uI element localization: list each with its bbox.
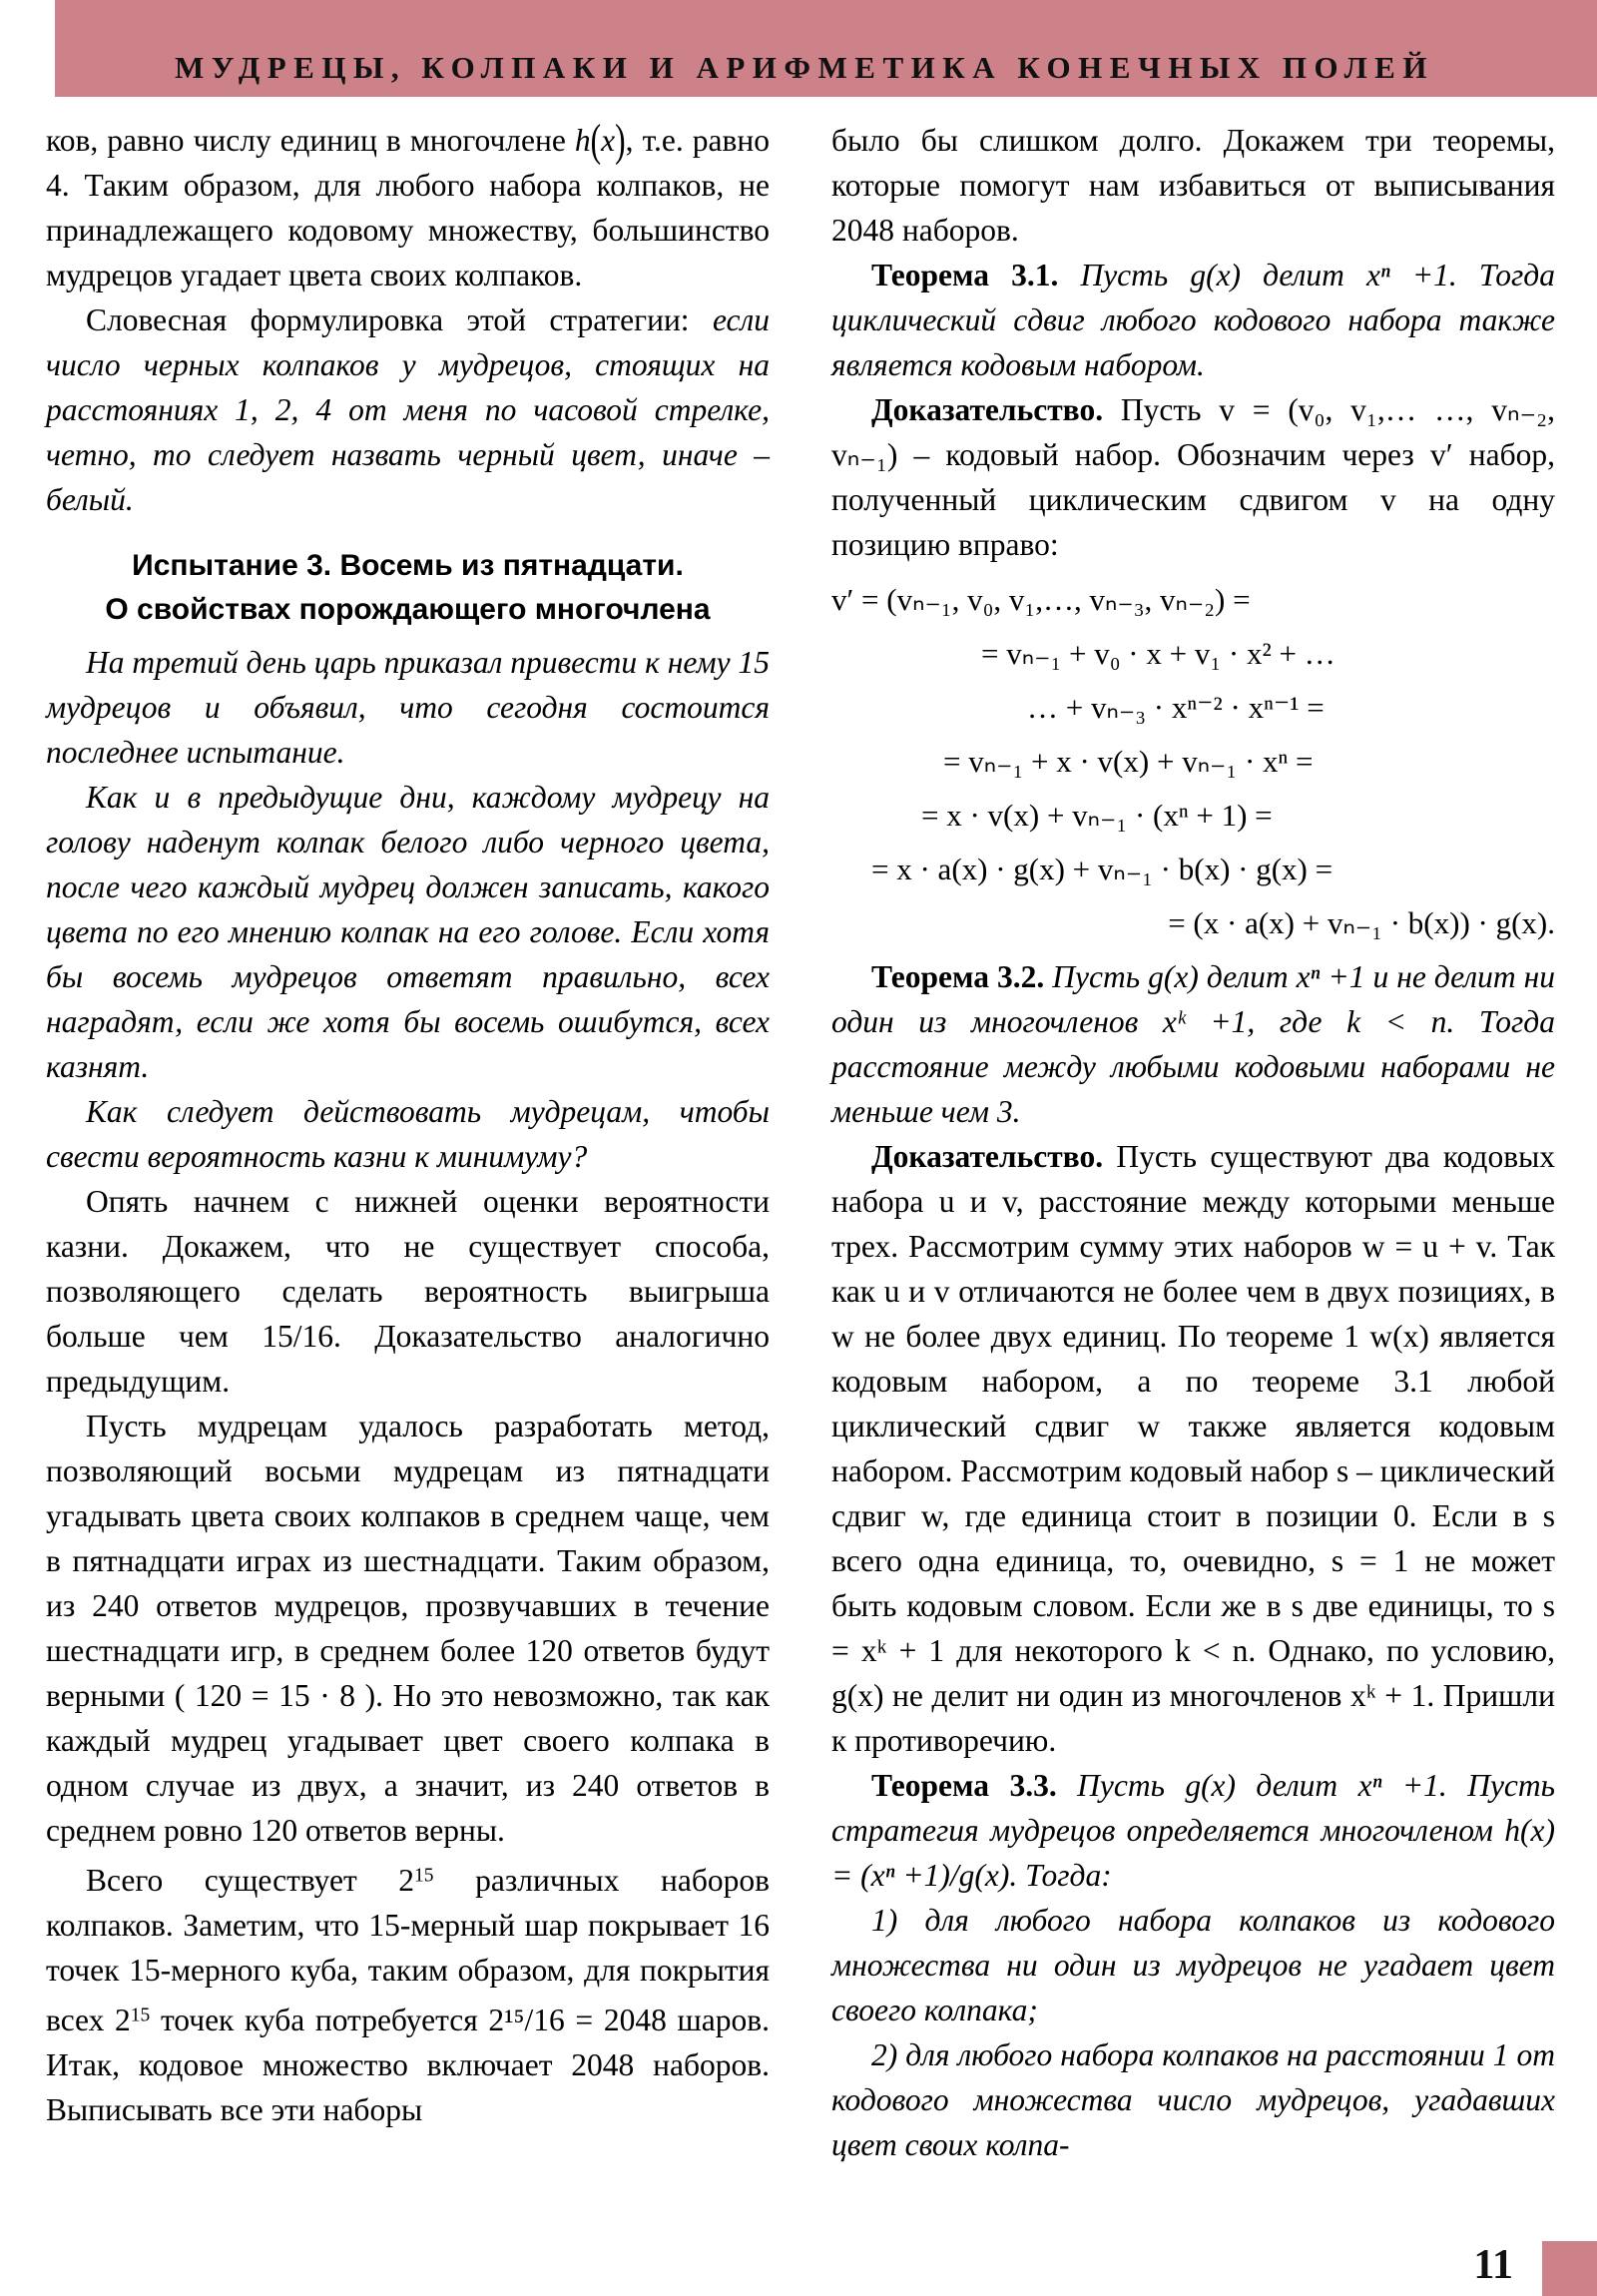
proof-3-2-label: Доказательство. [871,1139,1104,1174]
page-number: 11 [1473,2242,1513,2288]
section-heading-line-2: О свойствах порождающего многочлена [105,593,711,626]
answers-text-b: ). Но это невозможно, так как каждый мудрец угадывает цвет своего колпака в одном случае из двух, а значит, из 240 ответов в среднем ровно 120 ответов верны. [46,1678,770,1848]
sets-text-d: шаров. Итак, кодовое множество включает 2048 наборов. Выписывать все эти наборы [46,2002,770,2127]
equation-line-3: … + vₙ₋₃ · xⁿ⁻² · xⁿ⁻¹ = [1027,690,1325,725]
proof-3-1-label: Доказательство. [871,392,1104,427]
theorem-3-3-item-2: 2) для любого набора колпаков на расстоянии 1 от кодового множества число мудрецов, угадавших цвет своих колпа- [831,2037,1555,2162]
lower-bound-text-a: Опять начнем с нижней оценки вероятности казни. Докажем, что не существует способа, позволяющего сделать вероятность выигрыша больше чем [46,1184,770,1354]
section-heading-line-1: Испытание 3. Восемь из пятнадцати. [132,549,684,582]
sets-text-a: Всего существует [86,1862,399,1898]
lower-bound-text-b: . Доказательство аналогично предыдущим. [46,1319,770,1399]
inline-math-fraction-15-16: 15/16 [262,1319,333,1354]
sets-text-c: точек куба потребуется [150,2002,489,2037]
proof-3-1-text: Пусть v = (v₀, v₁,… …, vₙ₋₂, vₙ₋₁) – кодовый набор. Обозначим через v′ набор, полученный циклическим сдвигом v на одну позицию вправо: [831,392,1555,562]
inline-math-2-pow-15-second: $2^{15}$ [115,2002,151,2037]
sets-text-b: различных наборов колпаков. Заметим, что 15-мерный шар покрывает 16 точек 15-мерного куба, таким образом, для покрытия всех [46,1862,770,2037]
paragraph-proof-3-2 [831,1134,1555,1763]
two-column-body [46,115,1555,2167]
paragraph-story-rules: Как и в предыдущие дни, каждому мудрецу на голову наденут колпак белого либо черного цвета, после чего каждый мудрец должен записать, какого цвета по его мнению колпак на его голове. Если хотя бы восемь мудрецов ответят правильно, всех наградят, если же хотя бы восемь ошибутся, всех казнят. [46,780,770,1084]
strategy-roman-lead: Словесная формулировка этой стратегии: [86,302,713,337]
running-head-band [55,0,1597,97]
paragraph-2048-sets [46,1853,770,2132]
theorem-3-3-label: Теорема 3.3. [871,1768,1057,1803]
theorem-3-1-label: Теорема 3.1. [871,258,1059,292]
left-column [46,115,771,2167]
equation-line-1: v′ = (vₙ₋₁, v₀, v₁,…, vₙ₋₃, vₙ₋₂) = [831,582,1251,617]
paragraph-lower-bound [46,1179,770,1404]
equation-line-4: = vₙ₋₁ + x · v(x) + vₙ₋₁ · xⁿ = [943,744,1314,779]
strategy-italic-body: если число черных колпаков у мудрецов, стоящих на расстояниях 1, 2, 4 от меня по часовой стрелке, четно, то следует назвать черный цвет, иначе – белый. [46,302,770,517]
equation-line-7: = (x · a(x) + vₙ₋₁ · b(x)) · g(x). [1168,905,1555,940]
paragraph-theorem-3-1 [831,253,1555,387]
answers-text-a: Пусть мудрецам удалось разработать метод, позволяющий восьми мудрецам из пятнадцати угадывать цвета своих колпаков в среднем чаще, чем в пятнадцати играх из шестнадцати. Таким образом, из 240 ответов мудрецов, прозвучавших в течение шестнадцати игр, в среднем более 120 ответов будут верными ( [46,1409,770,1713]
inline-math-120-eq-15x8: 120 = 15 · 8 [194,1678,356,1713]
paragraph-proof-3-1 [831,387,1555,567]
inline-math-h-of-x: h(x) [574,115,626,166]
right-column [831,118,1555,2167]
paragraph-strategy-wording [46,297,770,522]
paragraph-theorem-3-2 [831,954,1555,1134]
theorem-3-2-statement: Пусть g(x) делит xⁿ +1 и не делит ни один из многочленов xᵏ +1, где k < n. Тогда расстояние между любыми кодовыми наборами не меньше чем 3. [831,959,1555,1129]
paragraph-240-answers [46,1404,770,1853]
proof-3-2-text: Пусть существуют два кодовых набора u и v, расстояние между которыми меньше трех. Рассмотрим сумму этих наборов w = u + v. Так как u и v отличаются не более чем в двух позициях, в w не более двух единиц. По теореме 1 w(x) является кодовым набором, а по теореме 3.1 любой циклический сдвиг w также является кодовым набором. Рассмотрим кодовый набор s – циклический сдвиг w, где единица стоит в позиции 0. Если в s всего одна единица, то, очевидно, s = 1 не может быть кодовым словом. Если же в s две единицы, то s = xᵏ + 1 для некоторого k < n. Однако, по условию, g(x) не делит ни один из многочленов xᵏ + 1. Пришли к противоречию. [831,1139,1555,1758]
para-text-head: ков, равно числу единиц в многочлене [46,123,566,158]
equation-line-6: = x · a(x) · g(x) + vₙ₋₁ · b(x) · g(x) = [871,852,1333,886]
equation-line-2: = vₙ₋₁ + v₀ · x + v₁ · x² + … [981,636,1335,671]
paragraph-too-long: было бы слишком долго. Докажем три теоремы, которые помогут нам избавиться от выписывания 2048 наборов. [831,123,1555,248]
theorem-3-3-statement: Пусть g(x) делит xⁿ +1. Пусть стратегия мудрецов определяется многочленом h(x) = (xⁿ +1)/g(x). Тогда: [831,1768,1555,1893]
display-equation-block [831,573,1555,950]
inline-math-2-pow-15-first: $2^{15}$ [398,1862,434,1898]
running-head-title: МУДРЕЦЫ, КОЛПАКИ И АРИФМЕТИКА КОНЕЧНЫХ ПОЛЕЙ [175,50,1434,85]
paragraph-theorem-3-3 [831,1763,1555,1898]
equation-line-5: = x · v(x) + vₙ₋₁ · (xⁿ + 1) = [921,798,1273,833]
section-heading [46,544,770,632]
paragraph-continuation [46,115,771,297]
inline-math-2pow15-div-16-eq-2048: 2¹⁵/16 = 2048 [488,2002,667,2037]
theorem-3-3-item-1: 1) для любого набора колпаков из кодового множества ни один из мудрецов не угадает цвет своего колпака; [831,1903,1555,2027]
theorem-3-1-statement: Пусть g(x) делит xⁿ +1. Тогда циклический сдвиг любого кодового набора также является кодовым набором. [831,258,1555,382]
paragraph-story-question: Как следует действовать мудрецам, чтобы свести вероятность казни к минимуму? [46,1094,770,1174]
paragraph-story-day3: На третий день царь приказал привести к нему 15 мудрецов и объявил, что сегодня состоится последнее испытание. [46,645,770,770]
corner-color-swatch [1542,2241,1597,2296]
theorem-3-2-label: Теорема 3.2. [871,959,1045,994]
para-text-rest: , т.е. равно 4. Таким образом, для любого набора колпаков, не принадлежащего кодовому множеству, большинство мудрецов угадает цвета своих колпаков. [46,123,771,292]
